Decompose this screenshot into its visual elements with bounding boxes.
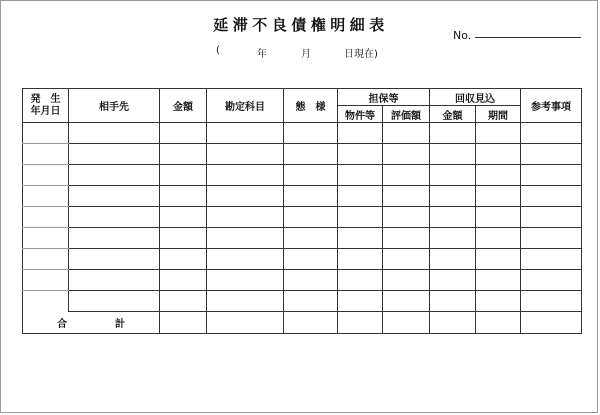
header-occurrence-date (23, 89, 69, 123)
ledger-body (23, 123, 582, 334)
cell-amount[interactable] (160, 165, 207, 186)
cell-date[interactable] (23, 186, 69, 207)
header-account: 勘定科目 (207, 89, 284, 123)
cell-remarks[interactable] (521, 249, 582, 270)
header-counterparty: 相手先 (69, 89, 160, 123)
cell-remarks[interactable] (521, 207, 582, 228)
cell-date[interactable] (23, 291, 69, 312)
total-collateral-item-cell[interactable] (338, 312, 383, 334)
cell-recovery-period[interactable] (476, 270, 521, 291)
cell-date[interactable] (23, 123, 69, 144)
total-account-cell[interactable] (207, 312, 284, 334)
cell-collateral-item[interactable] (338, 291, 383, 312)
cell-date[interactable] (23, 270, 69, 291)
table-row (23, 165, 582, 186)
cell-date[interactable] (23, 249, 69, 270)
header-status: 態 様 (284, 89, 338, 123)
cell-collateral-value[interactable] (383, 207, 430, 228)
cell-collateral-value[interactable] (383, 270, 430, 291)
cell-status[interactable] (284, 186, 338, 207)
cell-collateral-value[interactable] (383, 186, 430, 207)
cell-status[interactable] (284, 249, 338, 270)
cell-status[interactable] (284, 270, 338, 291)
table-row (23, 144, 582, 165)
header-recovery-amount: 金額 (430, 106, 476, 123)
total-recovery-amount-cell[interactable] (430, 312, 476, 334)
table-row (23, 228, 582, 249)
cell-account[interactable] (207, 291, 284, 312)
cell-recovery-amount[interactable] (430, 186, 476, 207)
total-label-left: 合 (57, 319, 67, 330)
cell-amount[interactable] (160, 291, 207, 312)
cell-collateral-item[interactable] (338, 165, 383, 186)
total-row (23, 312, 582, 334)
cell-collateral-value[interactable] (383, 291, 430, 312)
total-amount-cell[interactable] (160, 312, 207, 334)
table-row (23, 207, 582, 228)
cell-remarks[interactable] (521, 228, 582, 249)
cell-recovery-period[interactable] (476, 144, 521, 165)
form-title: 延滞不良債権明細表 (213, 16, 389, 34)
cell-collateral-value[interactable] (383, 165, 430, 186)
cell-counterparty[interactable] (69, 249, 160, 270)
date-month-label: 月 (301, 49, 311, 60)
cell-counterparty[interactable] (69, 186, 160, 207)
cell-collateral-item[interactable] (338, 270, 383, 291)
table-row (23, 270, 582, 291)
cell-amount[interactable] (160, 144, 207, 165)
cell-account[interactable] (207, 249, 284, 270)
cell-recovery-period[interactable] (476, 123, 521, 144)
cell-counterparty[interactable] (69, 165, 160, 186)
header-recovery-group: 回収見込 (430, 89, 521, 106)
header-recovery-period: 期間 (476, 106, 521, 123)
cell-counterparty[interactable] (69, 291, 160, 312)
cell-collateral-value[interactable] (383, 249, 430, 270)
header-remarks: 参考事項 (521, 89, 582, 123)
cell-status[interactable] (284, 207, 338, 228)
cell-counterparty[interactable] (69, 270, 160, 291)
cell-recovery-amount[interactable] (430, 144, 476, 165)
cell-recovery-period[interactable] (476, 228, 521, 249)
total-recovery-period-cell[interactable] (476, 312, 521, 334)
total-remarks-cell[interactable] (521, 312, 582, 334)
date-open-paren: ( (216, 45, 220, 56)
cell-recovery-period[interactable] (476, 165, 521, 186)
cell-amount[interactable] (160, 249, 207, 270)
cell-collateral-value[interactable] (383, 228, 430, 249)
cell-recovery-amount[interactable] (430, 207, 476, 228)
cell-amount[interactable] (160, 270, 207, 291)
cell-recovery-period[interactable] (476, 186, 521, 207)
cell-counterparty[interactable] (69, 123, 160, 144)
cell-status[interactable] (284, 123, 338, 144)
cell-counterparty[interactable] (69, 207, 160, 228)
cell-status[interactable] (284, 165, 338, 186)
header-occurrence-line1: 発 生 (30, 93, 61, 105)
table-row (23, 249, 582, 270)
cell-recovery-period[interactable] (476, 249, 521, 270)
cell-status[interactable] (284, 228, 338, 249)
cell-remarks[interactable] (521, 270, 582, 291)
cell-amount[interactable] (160, 207, 207, 228)
header-collateral-group: 担保等 (338, 89, 430, 106)
number-label: No. (453, 29, 472, 42)
cell-recovery-period[interactable] (476, 291, 521, 312)
cell-collateral-item[interactable] (338, 249, 383, 270)
cell-amount[interactable] (160, 228, 207, 249)
cell-recovery-amount[interactable] (430, 228, 476, 249)
cell-account[interactable] (207, 165, 284, 186)
cell-recovery-amount[interactable] (430, 291, 476, 312)
total-status-cell[interactable] (284, 312, 338, 334)
cell-account[interactable] (207, 270, 284, 291)
cell-remarks[interactable] (521, 186, 582, 207)
cell-amount[interactable] (160, 186, 207, 207)
cell-remarks[interactable] (521, 291, 582, 312)
cell-account[interactable] (207, 144, 284, 165)
table-row (23, 186, 582, 207)
cell-collateral-item[interactable] (338, 186, 383, 207)
cell-account[interactable] (207, 123, 284, 144)
cell-amount[interactable] (160, 123, 207, 144)
cell-collateral-value[interactable] (383, 144, 430, 165)
number-field-line[interactable] (475, 37, 581, 38)
cell-recovery-amount[interactable] (430, 270, 476, 291)
cell-collateral-item[interactable] (338, 144, 383, 165)
cell-account[interactable] (207, 186, 284, 207)
table-row (23, 291, 582, 312)
cell-date[interactable] (23, 144, 69, 165)
total-label-cell (23, 312, 160, 334)
date-day-label: 日現在) (344, 49, 378, 60)
cell-recovery-amount[interactable] (430, 165, 476, 186)
cell-counterparty[interactable] (69, 228, 160, 249)
table-row (23, 123, 582, 144)
total-collateral-value-cell[interactable] (383, 312, 430, 334)
cell-counterparty[interactable] (69, 144, 160, 165)
cell-remarks[interactable] (521, 165, 582, 186)
header-collateral-value: 評価額 (383, 106, 430, 123)
cell-collateral-item[interactable] (338, 207, 383, 228)
cell-account[interactable] (207, 207, 284, 228)
cell-recovery-period[interactable] (476, 207, 521, 228)
header-amount: 金額 (160, 89, 207, 123)
cell-date[interactable] (23, 228, 69, 249)
cell-recovery-amount[interactable] (430, 123, 476, 144)
cell-date[interactable] (23, 165, 69, 186)
cell-collateral-value[interactable] (383, 123, 430, 144)
cell-date[interactable] (23, 207, 69, 228)
cell-recovery-amount[interactable] (430, 249, 476, 270)
cell-remarks[interactable] (521, 123, 582, 144)
cell-remarks[interactable] (521, 144, 582, 165)
cell-status[interactable] (284, 144, 338, 165)
bad-debt-ledger-table (22, 88, 582, 334)
cell-account[interactable] (207, 228, 284, 249)
header-occurrence-line2: 年月日 (30, 105, 61, 117)
date-year-label: 年 (257, 49, 267, 60)
header-collateral-item: 物件等 (338, 106, 383, 123)
cell-collateral-item[interactable] (338, 123, 383, 144)
cell-status[interactable] (284, 291, 338, 312)
cell-collateral-item[interactable] (338, 228, 383, 249)
total-label-right: 計 (115, 319, 125, 330)
